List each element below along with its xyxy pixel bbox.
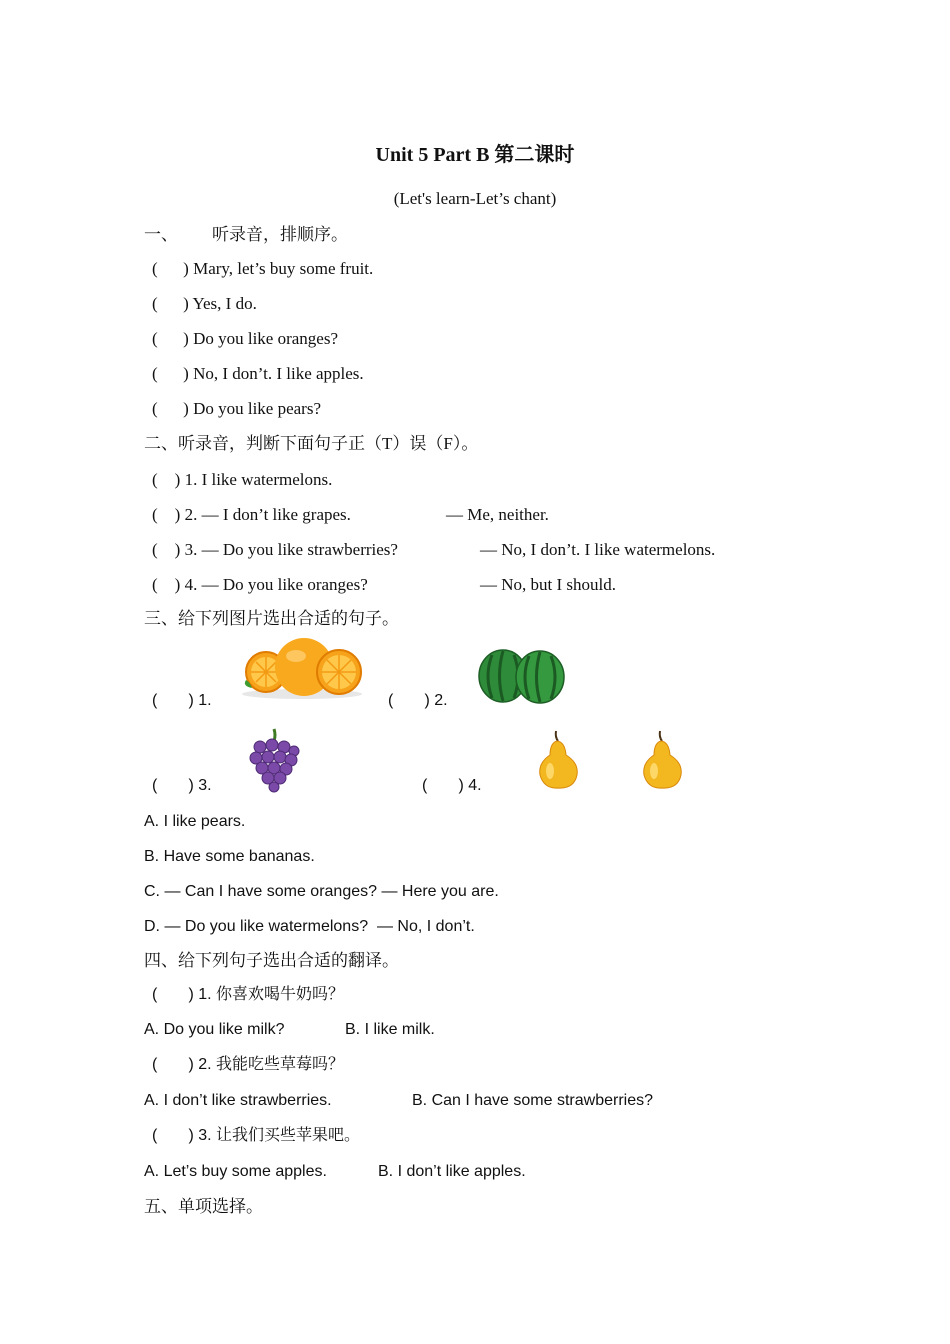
- option-c: C. — Can I have some oranges? — Here you are.: [144, 883, 499, 900]
- translation-question: ( ) 1. 你喜欢喝牛奶吗？: [152, 986, 345, 1003]
- section1-item: ( ) Do you like pears?: [152, 399, 322, 418]
- page-title: Unit 5 Part B 第二课时: [375, 144, 575, 166]
- section4-heading: 四、给下列句子选出合适的翻译。: [144, 951, 399, 970]
- section1-item: ( ) Mary, let’s buy some fruit.: [152, 259, 374, 278]
- translation-question: ( ) 2. 我能吃些草莓吗？: [152, 1056, 345, 1073]
- option-a: A. I like pears.: [144, 813, 246, 830]
- section2-question: ( ) 3. — Do you like strawberries?: [152, 540, 398, 559]
- picture-blank-2: ( ) 2.: [388, 692, 448, 709]
- translation-option-b: B. I don’t like apples.: [378, 1163, 526, 1180]
- section2-answer: — No, I don’t. I like watermelons.: [480, 540, 716, 559]
- picture-blank-1: ( ) 1.: [152, 692, 212, 709]
- picture-blank-4: ( ) 4.: [422, 777, 482, 794]
- oranges-picture: [238, 636, 366, 700]
- section1-number: 一、: [144, 225, 178, 244]
- page-subtitle: (Let's learn-Let’s chant): [393, 189, 557, 208]
- section2-question: ( ) 2. — I don’t like grapes.: [152, 505, 351, 524]
- section5-heading: 五、单项选择。: [144, 1197, 263, 1216]
- section2-question: ( ) 4. — Do you like oranges?: [152, 575, 368, 594]
- translation-option-a: A. I don’t like strawberries.: [144, 1092, 332, 1109]
- section1-item: ( ) Do you like oranges?: [152, 329, 339, 348]
- section1-item: ( ) Yes, I do.: [152, 294, 257, 313]
- section1-item: ( ) No, I don’t. I like apples.: [152, 364, 364, 383]
- translation-option-b: B. I like milk.: [345, 1021, 435, 1038]
- section2-answer: — Me, neither.: [446, 505, 549, 524]
- section2-heading: 二、听录音，判断下面句子正（T）误（F）。: [144, 434, 479, 453]
- watermelons-picture: [478, 647, 568, 705]
- option-d: D. — Do you like watermelons? — No, I don’t.: [144, 918, 475, 935]
- translation-option-a: A. Do you like milk?: [144, 1021, 285, 1038]
- section2-answer: — No, but I should.: [480, 575, 616, 594]
- grapes-picture: [246, 727, 302, 793]
- translation-question: ( ) 3. 让我们买些苹果吧。: [152, 1127, 361, 1144]
- translation-option-a: A. Let’s buy some apples.: [144, 1163, 327, 1180]
- option-b: B. Have some bananas.: [144, 848, 315, 865]
- pears-picture: [532, 729, 692, 791]
- section3-heading: 三、给下列图片选出合适的句子。: [144, 609, 399, 628]
- picture-blank-3: ( ) 3.: [152, 777, 212, 794]
- section1-heading: 听录音，排顺序。: [212, 225, 348, 244]
- section2-question: ( ) 1. I like watermelons.: [152, 470, 333, 489]
- translation-option-b: B. Can I have some strawberries?: [412, 1092, 653, 1109]
